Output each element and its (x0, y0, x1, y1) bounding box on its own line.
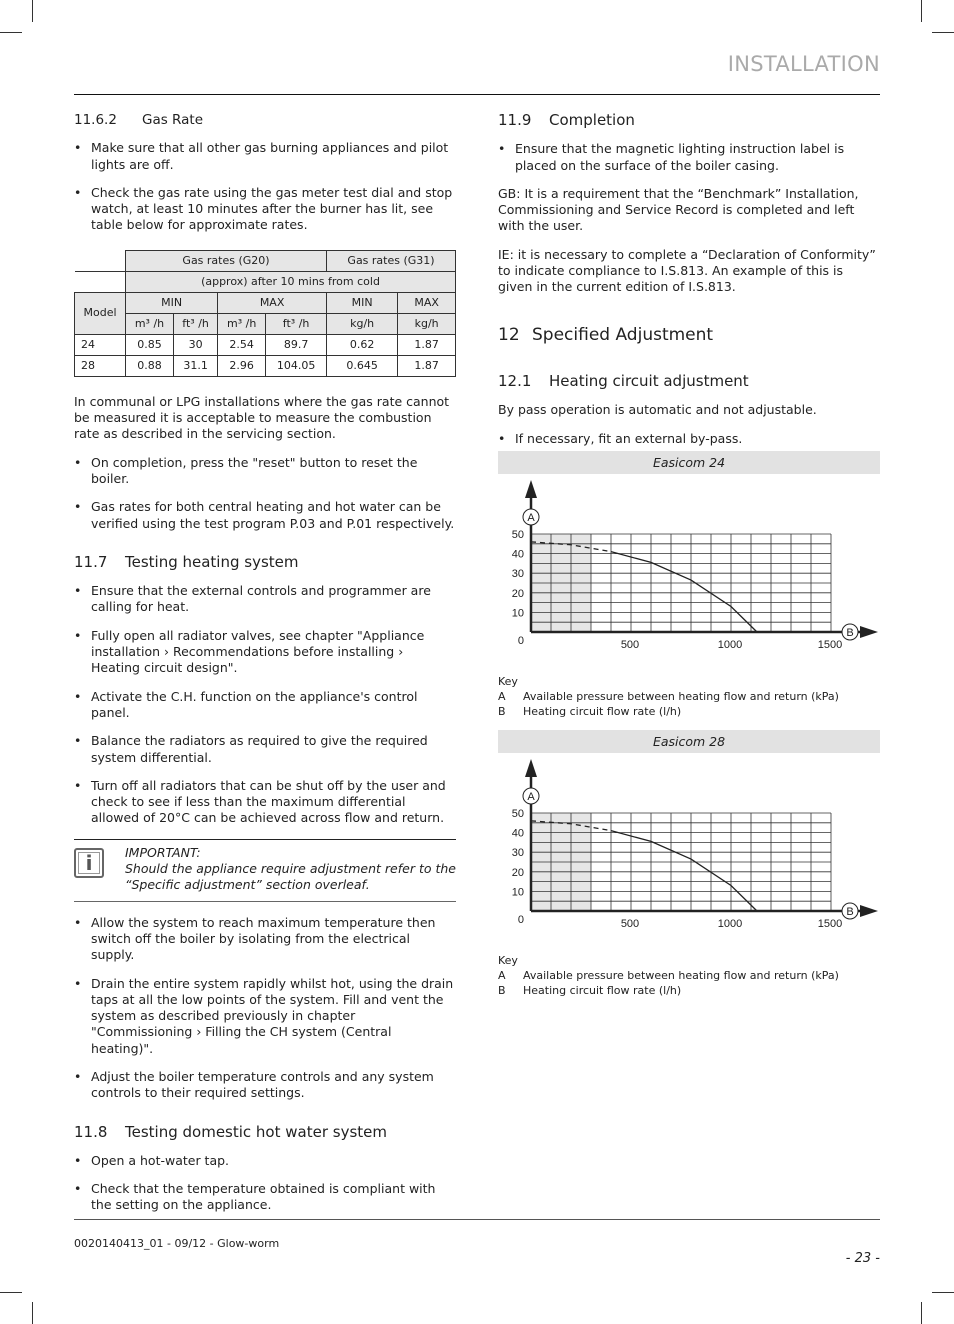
list-item: • If necessary, fit an external by-pass. (498, 431, 880, 447)
y-tick-label: 50 (511, 808, 524, 821)
table-header-approx: (approx) after 10 mins from cold (126, 271, 456, 292)
section-number: 12.1 (498, 371, 532, 390)
section-title: Testing heating system (125, 552, 299, 571)
important-text: Should the appliance require adjustment refer to the “Specific adjustment” section overleaf. (125, 861, 456, 893)
testing-heating-bullets-2 (74, 915, 456, 1102)
chart-title-bar: Easicom 24 (498, 451, 880, 474)
section-title: Gas Rate (142, 112, 204, 128)
key-text: Available pressure between heating flow and return (kPa) (523, 690, 839, 704)
table-header-max-lpg: MAX (398, 292, 456, 313)
y-tick-label: 10 (511, 607, 524, 620)
important-label: IMPORTANT: (125, 844, 201, 860)
table-cell: 24 (75, 334, 126, 355)
section-title: Completion (549, 111, 635, 129)
important-notice (74, 839, 456, 902)
section-number: 11.9 (498, 111, 532, 129)
list-item: • Gas rates for both central heating and hot water can be verified using the test program P.03 and P.01 respectively. (74, 499, 456, 532)
table-cell: 2.96 (218, 355, 266, 376)
left-column (74, 112, 456, 1226)
key-row-a (498, 689, 880, 704)
x-tick-label: 1500 (817, 918, 843, 931)
x-tick-label: 500 (620, 918, 640, 931)
y-tick-label: 10 (511, 886, 524, 899)
testing-heating-bullets (74, 583, 456, 827)
crop-mark (921, 0, 922, 22)
table-cell: 28 (75, 355, 126, 376)
table-cell: 0.88 (126, 355, 174, 376)
crop-mark (32, 1302, 33, 1324)
footer-doc-ref: 0020140413_01 - 09/12 - Glow-worm (74, 1237, 280, 1250)
section-number: 12 (498, 324, 520, 345)
list-item: • Activate the C.H. function on the appliance's control panel. (74, 689, 456, 722)
crop-mark (32, 0, 33, 22)
gas-rate-bullets-2 (74, 455, 456, 532)
x-tick-label: 1000 (717, 918, 743, 931)
section-title: Specified Adjustment (532, 324, 714, 345)
section-11-9-heading (498, 112, 880, 128)
y-tick-label: 20 (511, 866, 524, 879)
axis-a-label: A (527, 511, 535, 524)
table-unit: m³ /h (126, 313, 174, 334)
key-title: Key (498, 675, 518, 689)
section-title: Testing domestic hot water system (125, 1122, 387, 1141)
list-item: • Balance the radiators as required to give the required system differential. (74, 733, 456, 766)
table-header-g20: Gas rates (G20) (126, 250, 327, 271)
info-icon: i (74, 848, 104, 878)
table-cell: 104.05 (266, 355, 327, 376)
table-blank-cell (75, 271, 126, 292)
crop-mark (932, 1292, 954, 1293)
y-axis-arrow (525, 480, 537, 498)
header-rule (74, 94, 880, 95)
y-tick-label: 0 (517, 634, 524, 647)
key-letter: A (498, 969, 506, 983)
gas-rate-bullets (74, 140, 456, 233)
section-number: 11.6.2 (74, 112, 117, 128)
table-cell: 2.54 (218, 334, 266, 355)
table-unit: kg/h (327, 313, 398, 334)
paragraph: By pass operation is automatic and not adjustable. (498, 402, 817, 418)
table-row (75, 334, 456, 355)
footer-page-number: - 23 - (845, 1251, 880, 1266)
key-letter: B (498, 705, 506, 719)
key-letter: B (498, 984, 506, 998)
crop-mark (932, 32, 954, 33)
list-item: • Open a hot-water tap. (74, 1153, 456, 1169)
table-cell: 0.645 (327, 355, 398, 376)
y-axis-arrow (525, 759, 537, 777)
key-row-a (498, 968, 880, 983)
table-header-min: MIN (126, 292, 218, 313)
x-axis-arrow (860, 905, 878, 917)
list-item: • Drain the entire system rapidly whilst hot, using the drain taps at all the low points of the system. Fill and vent the system as described previously in chapter "Commissioning › Filling the CH system (Central heating)". (74, 976, 456, 1057)
section-number: 11.7 (74, 552, 108, 571)
table-cell: 31.1 (174, 355, 218, 376)
table-unit: ft³ /h (174, 313, 218, 334)
x-tick-label: 1500 (817, 638, 843, 651)
key-row-b (498, 983, 880, 998)
list-item: • Turn off all radiators that can be shut off by the user and check to see if less than the maximum differential allowed of 20°C can be achieved across flow and return. (74, 778, 456, 827)
page-header-title: INSTALLATION (727, 52, 880, 76)
heating-circuit-bullets (498, 431, 880, 447)
x-tick-label: 1000 (717, 638, 743, 651)
y-tick-label: 50 (511, 528, 524, 541)
list-item: • Make sure that all other gas burning appliances and pilot lights are off. (74, 140, 456, 173)
right-column (498, 112, 880, 998)
y-tick-label: 30 (511, 847, 524, 860)
chart-key (498, 953, 880, 998)
key-text: Heating circuit flow rate (l/h) (523, 984, 682, 998)
y-tick-label: 40 (511, 548, 524, 561)
table-cell: 1.87 (398, 355, 456, 376)
pump-curve-chart-easicom-28 (498, 753, 880, 943)
paragraph: IE: it is necessary to complete a “Declaration of Conformity” to indicate compliance to I.S.813. An example of this is given in the current edition of I.S.813. (498, 246, 876, 295)
section-11-8-heading (74, 1124, 456, 1140)
list-item: • Fully open all radiator valves, see chapter "Appliance installation › Recommendations before installing › Heating circuit design". (74, 628, 456, 677)
x-tick-label: 500 (620, 638, 640, 651)
pump-curve-chart-easicom-24 (498, 474, 880, 664)
y-tick-label: 20 (511, 587, 524, 600)
paragraph: GB: It is a requirement that the “Benchmark” Installation, Commissioning and Service Record is completed and left with the user. (498, 185, 859, 234)
table-blank-cell (75, 250, 126, 271)
y-tick-label: 30 (511, 568, 524, 581)
table-cell: 89.7 (266, 334, 327, 355)
list-item: • Check that the temperature obtained is compliant with the setting on the appliance. (74, 1181, 456, 1214)
table-row (75, 355, 456, 376)
list-item: • Ensure that the external controls and programmer are calling for heat. (74, 583, 456, 616)
list-item: • Check the gas rate using the gas meter test dial and stop watch, at least 10 minutes after the burner has lit, see table below for approximate rates. (74, 185, 456, 234)
list-item: • Ensure that the magnetic lighting instruction label is placed on the surface of the boiler casing. (498, 141, 880, 174)
key-text: Heating circuit flow rate (l/h) (523, 705, 682, 719)
completion-bullets (498, 141, 880, 174)
table-unit: ft³ /h (266, 313, 327, 334)
testing-dhw-bullets (74, 1153, 456, 1214)
chart-title-bar: Easicom 28 (498, 730, 880, 753)
table-header-max: MAX (218, 292, 327, 313)
chart-key (498, 674, 880, 719)
key-text: Available pressure between heating flow and return (kPa) (523, 969, 839, 983)
key-letter: A (498, 690, 506, 704)
table-header-g31: Gas rates (G31) (327, 250, 456, 271)
table-header-min-lpg: MIN (327, 292, 398, 313)
x-axis-arrow (860, 626, 878, 638)
table-unit: m³ /h (218, 313, 266, 334)
list-item: • Adjust the boiler temperature controls and any system controls to their required settings. (74, 1069, 456, 1102)
table-unit: kg/h (398, 313, 456, 334)
table-cell: 0.85 (126, 334, 174, 355)
crop-mark (0, 1292, 22, 1293)
table-cell: 0.62 (327, 334, 398, 355)
table-cell: 1.87 (398, 334, 456, 355)
section-12-1-heading (498, 373, 880, 389)
section-12-heading (498, 324, 880, 345)
paragraph: In communal or LPG installations where the gas rate cannot be measured it is acceptable to measure the combustion rate as described in the servicing section. (74, 393, 450, 442)
crop-mark (921, 1302, 922, 1324)
gas-rates-table (74, 250, 456, 377)
section-11-6-2-heading (74, 112, 456, 128)
footer-rule (74, 1219, 880, 1220)
axis-b-label: B (846, 906, 854, 919)
key-title: Key (498, 954, 518, 968)
list-item: • Allow the system to reach maximum temperature then switch off the boiler by isolating from the electrical supply. (74, 915, 456, 964)
key-row-b (498, 704, 880, 719)
list-item: • On completion, press the "reset" button to reset the boiler. (74, 455, 456, 488)
section-11-7-heading (74, 554, 456, 570)
section-number: 11.8 (74, 1122, 108, 1141)
y-tick-label: 0 (517, 914, 524, 927)
table-cell: 30 (174, 334, 218, 355)
axis-a-label: A (527, 791, 535, 804)
y-tick-label: 40 (511, 827, 524, 840)
table-header-model: Model (75, 292, 126, 334)
section-title: Heating circuit adjustment (549, 371, 749, 390)
crop-mark (0, 32, 22, 33)
axis-b-label: B (846, 626, 854, 639)
